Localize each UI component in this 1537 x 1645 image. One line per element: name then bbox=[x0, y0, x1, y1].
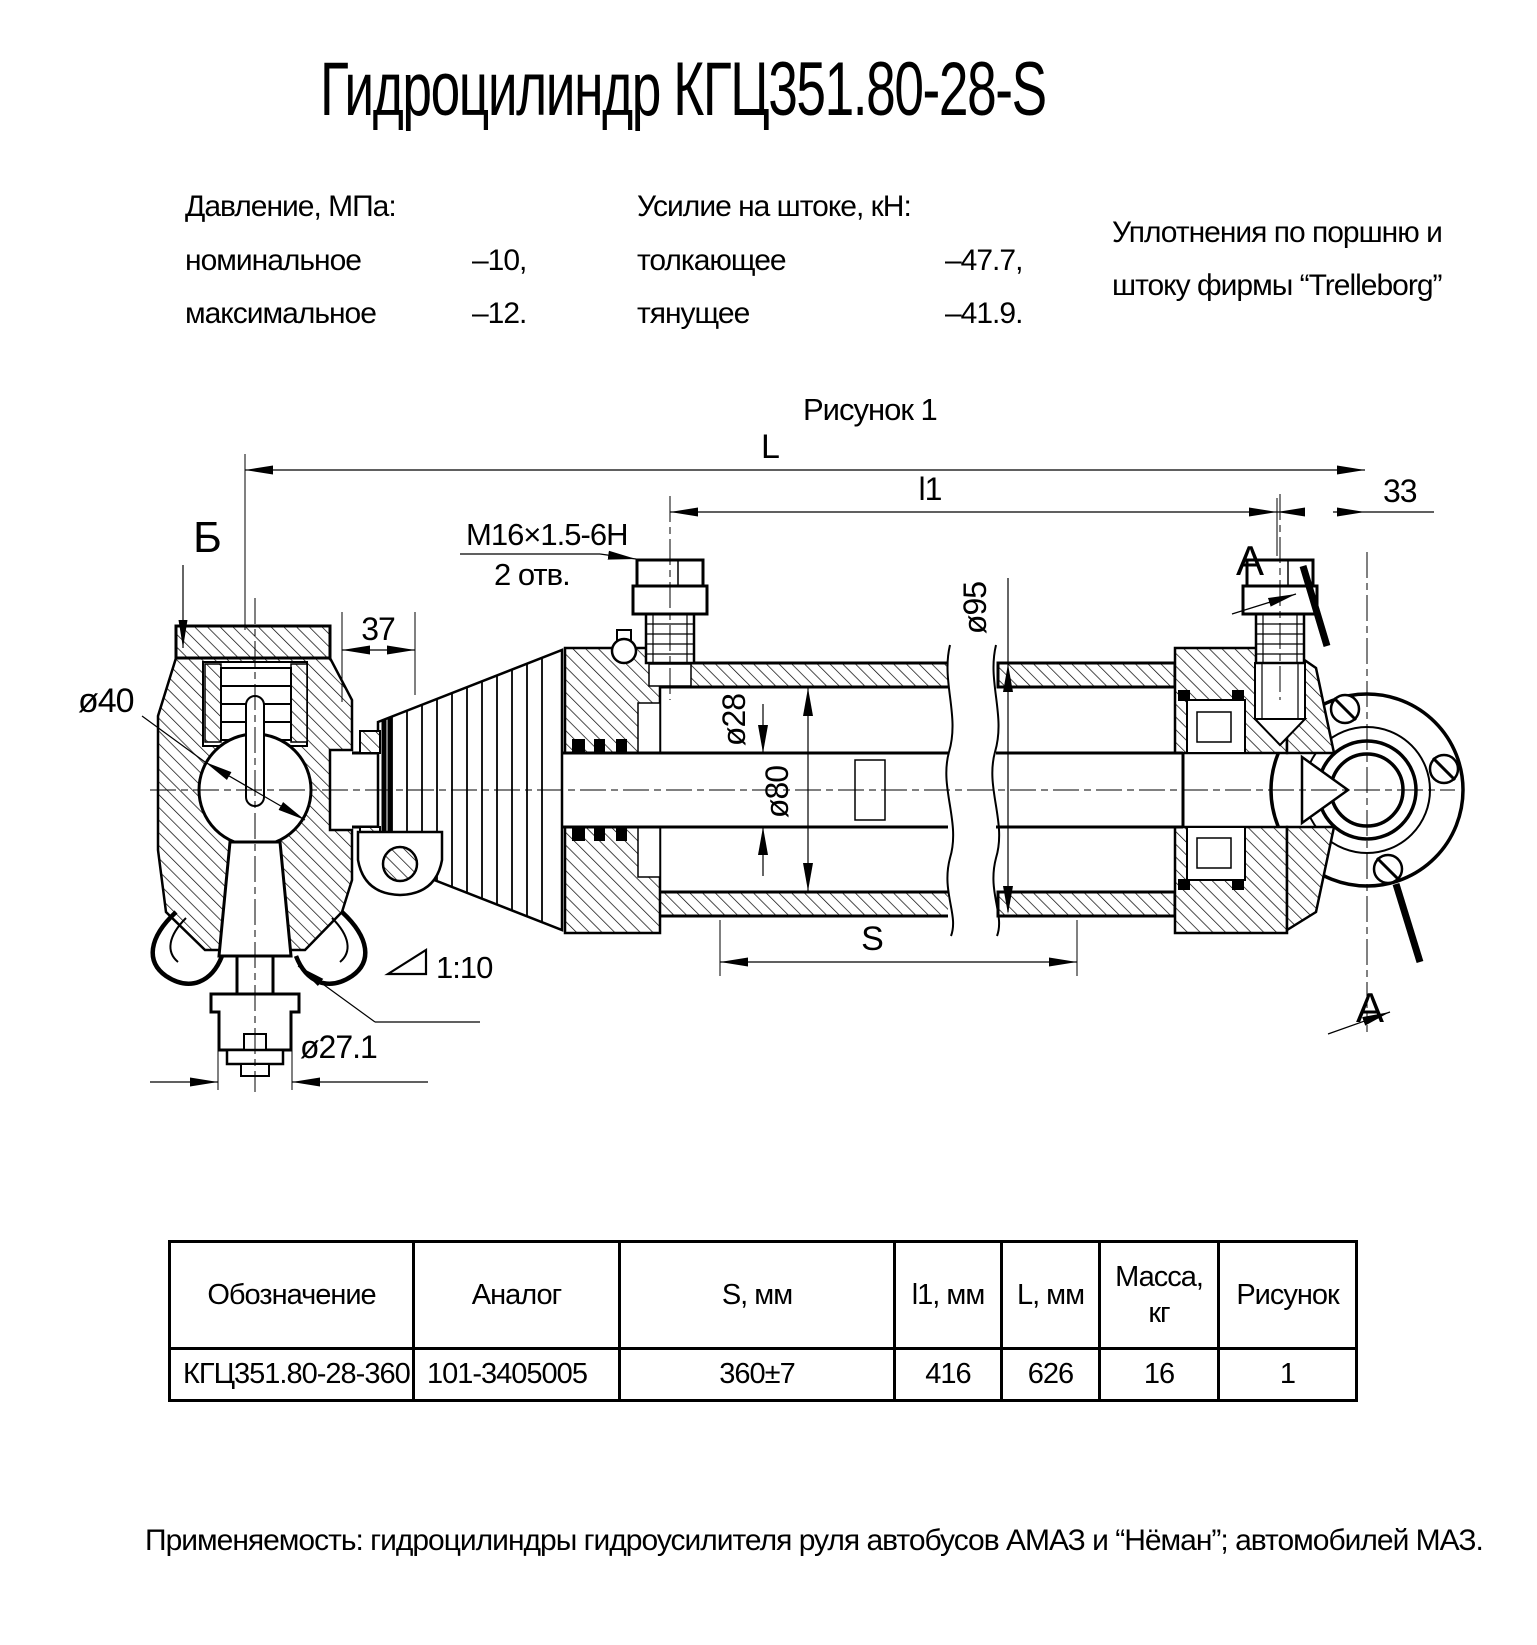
cell-analog: 101-3405005 bbox=[414, 1349, 620, 1401]
col-designation: Обозначение bbox=[170, 1242, 414, 1349]
thread-holes-label: 2 отв. bbox=[494, 557, 570, 592]
thread-spec-label: М16×1.5-6Н bbox=[466, 517, 628, 552]
col-l: L, мм bbox=[1002, 1242, 1100, 1349]
ball-joint-end bbox=[153, 626, 366, 1076]
dia-27-1-label: ø27.1 bbox=[300, 1029, 377, 1065]
force-row-value: –47.7, bbox=[945, 244, 1023, 277]
col-mass bbox=[1100, 1242, 1219, 1349]
view-b-label: Б bbox=[193, 513, 221, 562]
pressure-row-value: –10, bbox=[472, 244, 527, 277]
col-s: S, мм bbox=[620, 1242, 895, 1349]
cell-designation: КГЦ351.80-28-360 bbox=[170, 1349, 414, 1401]
col-figure: Рисунок bbox=[1219, 1242, 1357, 1349]
parameters-table bbox=[168, 1240, 1358, 1402]
cell-figure: 1 bbox=[1219, 1349, 1357, 1401]
pressure-row-value: –12. bbox=[472, 297, 527, 330]
cell-l: 626 bbox=[1002, 1349, 1100, 1401]
dim-33-label: 33 bbox=[1383, 473, 1417, 509]
air-bleed-screw bbox=[612, 630, 636, 663]
section-a-bottom-label: А bbox=[1356, 984, 1384, 1031]
cell-s: 360±7 bbox=[620, 1349, 895, 1401]
col-analog: Аналог bbox=[414, 1242, 620, 1349]
force-row-label: тянущее bbox=[637, 297, 750, 330]
page-title: Гидроцилиндр КГЦ351.80-28-S bbox=[320, 47, 1046, 132]
dia-95-label: ø95 bbox=[957, 581, 993, 635]
applicability-note: Применяемость: гидроцилиндры гидроусилителя руля автобусов АМАЗ и “Нёман”; автомобилей МАЗ. bbox=[145, 1524, 1483, 1557]
col-l1: l1, мм bbox=[895, 1242, 1002, 1349]
pressure-row-label: максимальное bbox=[185, 297, 376, 330]
force-row-label: толкающее bbox=[637, 244, 786, 277]
col-mass-line2: кг bbox=[1148, 1297, 1170, 1329]
table-row bbox=[170, 1349, 1357, 1401]
dia-28-label: ø28 bbox=[716, 693, 752, 747]
cell-l1: 416 bbox=[895, 1349, 1002, 1401]
seals-note-line1: Уплотнения по поршню и bbox=[1112, 216, 1442, 249]
dia-40-label: ø40 bbox=[78, 682, 134, 720]
col-mass-line1: Масса, bbox=[1115, 1261, 1203, 1293]
pressure-heading: Давление, МПа: bbox=[185, 190, 396, 223]
dim-L-label: L bbox=[761, 428, 779, 466]
dim-l1-label: l1 bbox=[918, 471, 942, 507]
seals-note-line2: штоку фирмы “Trelleborg” bbox=[1112, 269, 1442, 302]
force-row-value: –41.9. bbox=[945, 297, 1023, 330]
section-a-top-label: А bbox=[1236, 537, 1264, 584]
dim-37-label: 37 bbox=[361, 611, 395, 647]
pressure-row-label: номинальное bbox=[185, 244, 361, 277]
table-header-row bbox=[170, 1242, 1357, 1349]
dim-S-label: S bbox=[861, 920, 883, 958]
force-heading: Усилие на штоке, кН: bbox=[637, 190, 911, 223]
taper-label: 1:10 bbox=[436, 950, 493, 985]
cell-mass: 16 bbox=[1100, 1349, 1219, 1401]
dia-80-label: ø80 bbox=[759, 765, 795, 819]
figure-caption: Рисунок 1 bbox=[803, 392, 937, 427]
